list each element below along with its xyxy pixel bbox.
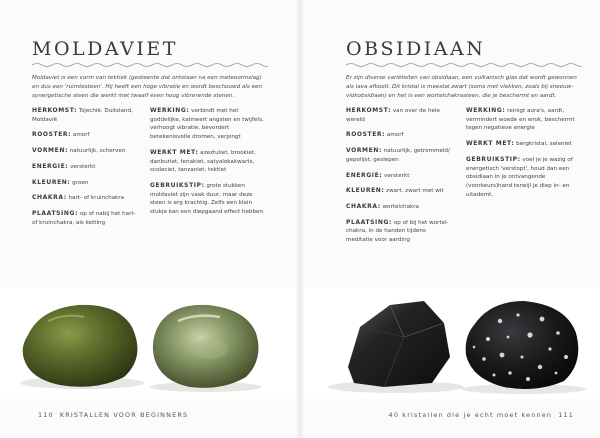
wave-divider xyxy=(32,62,268,68)
page-number: 110 xyxy=(38,411,54,419)
property-entry: WERKT MET: azeztuliet, brookiet, danburiet, fenakiet, satyalokakwarts, scoleciet, tanzaniet, tektiet xyxy=(150,148,256,174)
property-entry: ROOSTER: amorf xyxy=(346,131,404,139)
property-entry: CHAKRA: hart- of kruinchakra xyxy=(32,194,125,202)
property-entry: KLEUREN: zwart, zwart met wit xyxy=(346,187,444,195)
page-title: OBSIDIAAN xyxy=(346,38,486,60)
footer-text: KRISTALLEN VOOR BEGINNERS xyxy=(59,411,189,419)
property-entry: KLEUREN: groen xyxy=(32,178,89,186)
footer-text: 40 kristallen die je echt moet kennen xyxy=(388,411,553,419)
page-number: 111 xyxy=(558,411,574,419)
property-entry: WERKT MET: bergkristal, seleniet xyxy=(466,140,572,148)
properties-column-1 xyxy=(346,107,454,252)
properties-column-2 xyxy=(466,107,584,206)
property-entry: GEBRUIKSTIP: grote stukken moldaviet zijn vaak duur, maar deze steen is erg krachtig. Zelfs een klein stukje kan een diepgaand effect hebben. xyxy=(150,181,265,216)
right-page xyxy=(300,0,600,438)
property-entry: CHAKRA: wortelchakra xyxy=(346,202,419,210)
intro-text: Er zijn diverse variëteiten van obsidiaan, een vulkanisch glas dat wordt gewonnen als lava afkoelt. Dit kristal is meestal zwart (soms met vlekken, zoals bij sneeuwvlokobsidiaan) en het is een wortelchakrasteen, die je beschermt en aardt. xyxy=(346,75,577,99)
property-entry: ROOSTER: amorf xyxy=(32,131,90,139)
property-entry: ENERGIE: versterkt xyxy=(346,171,410,179)
property-entry: PLAATSING: op of nabij het hart- of kruinchakra, als ketting xyxy=(32,209,136,226)
property-entry: WERKING: reinigt aura's, aardt, vermindert woede en wrok, beschermt tegen negatieve energie xyxy=(466,107,575,132)
intro-text: Moldaviet is een vorm van tektiek (gesteente dat ontstaan na een meteoorinslag) en dus een 'ruimtesteen'. Hij heeft een hoge vibratie en wordt beschouwd als een synergetische steen die werkt met twaalf even hoog vibrerende stenen. xyxy=(32,75,263,99)
property-entry: VORMEN: natuurlijk, scherven xyxy=(32,147,126,155)
property-entry: HERKOMST: Tsjechië, Duitsland, Moldavië xyxy=(32,107,133,123)
page-footer xyxy=(32,411,188,419)
property-entry: ENERGIE: versterkt xyxy=(32,162,96,170)
obsidian-photo xyxy=(304,287,600,399)
property-entry: WERKING: verbindt met het goddelijke, kalmeert angsten en twijfels, verhoogt vibratie, bevordert betekenisvolle dromen, verjongt xyxy=(150,107,264,141)
property-entry: PLAATSING: op of bij het wortelchakra, in de handen tijdens meditatie voor aarding xyxy=(346,218,449,244)
page-title: MOLDAVIET xyxy=(32,38,178,60)
properties-column-2 xyxy=(150,107,268,224)
properties-column-1 xyxy=(32,107,140,234)
wave-divider xyxy=(346,62,582,68)
property-entry: VORMEN: natuurlijk, getrommeld/ gepolijst, geslepen xyxy=(346,147,450,163)
property-entry: HERKOMST: van over de hele wereld xyxy=(346,107,440,123)
moldavite-photo xyxy=(0,287,296,399)
property-entry: GEBRUIKSTIP: voel je je wazig of energetisch 'verstopt', houd dan een obsidiaan in je ontvangende (voorkeurs)hand terwijl je diep in- en uitademt. xyxy=(466,155,573,198)
page-footer xyxy=(389,411,580,419)
